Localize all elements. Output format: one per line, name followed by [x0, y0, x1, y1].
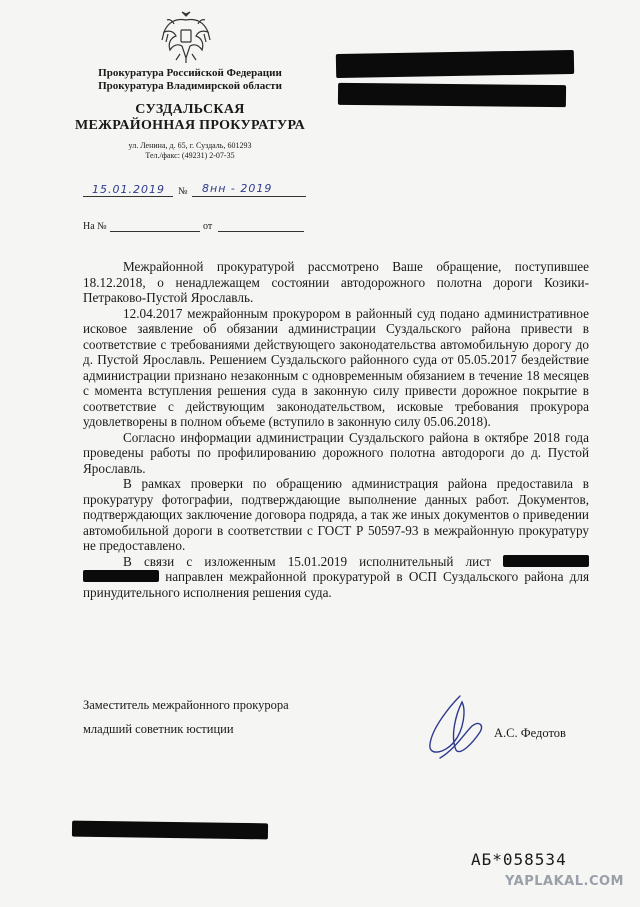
reference-date-label: от — [203, 221, 213, 232]
office-phone: Тел./факс: (49231) 2-07-35 — [145, 151, 235, 160]
document-serial-number: АБ*058534 — [471, 850, 567, 869]
header-line-prosecutor-rf: Прокуратура Российской Федерации — [98, 67, 282, 79]
paragraph-5-part1: В связи с изложенным 15.01.2019 исполнительный лист — [123, 553, 491, 569]
outgoing-date: 15.01.2019 — [92, 183, 165, 196]
number-sign: № — [178, 186, 188, 197]
office-title-line1: СУЗДАЛЬСКАЯ — [135, 102, 245, 117]
redacted-recipient-line2 — [338, 83, 566, 107]
paragraph-4: В рамках проверки по обращению администрация района предоставила в прокуратуру фотографии, подтверждающие выполнение данных работ. Документов, подтверждающих заключение договора подряда, а так же иных документов о приведении автомобильной дороги в соответствии с ГОСТ Р 50597-93 в межрайонную прокуратуру не предоставлено. — [83, 476, 589, 553]
watermark: YAPLAKAL.COM — [505, 874, 624, 889]
double-headed-eagle-emblem — [160, 10, 212, 64]
redacted-recipient-line1 — [336, 50, 574, 78]
paragraph-3: Согласно информации администрации Суздальского района в октябре 2018 года проведены работы по профилированию дорожного полотна автодороги до д. Пустой Ярославль. — [83, 429, 589, 476]
office-title-line2: МЕЖРАЙОННАЯ ПРОКУРАТУРА — [75, 118, 305, 133]
signer-name: А.С. Федотов — [494, 726, 566, 740]
reference-date-line — [218, 231, 304, 232]
signer-position-line2: младший советник юстиции — [83, 722, 234, 736]
paragraph-5 — [83, 554, 589, 601]
redacted-writ-number-cont — [83, 570, 159, 582]
office-address: ул. Ленина, д. 65, г. Суздаль, 601293 — [128, 141, 252, 150]
outgoing-number: 8нн - 2019 — [202, 182, 273, 195]
paragraph-5-part2: направлен межрайонной прокуратурой в ОСП Суздальского района для принудительного исполнения решения суда. — [83, 569, 590, 600]
signer-position-line1: Заместитель межрайонного прокурора — [83, 698, 289, 712]
redacted-writ-number — [503, 555, 589, 567]
reference-number-label: На № — [83, 221, 107, 232]
paragraph-2: 12.04.2017 межрайонным прокурором в районный суд подано административное исковое заявление об обязании администрации Суздальского района привести в соответствие с требованиями действующего законодательства автомобильную дорогу до д. Пустой Ярославль. Решением Суздальского районного суда от 05.05.2017 бездействие администрации признано незаконным с одновременным обязанием в течение 18 месяцев с момента вступления решения суда в законную силу привести дорожное покрытие в соответствие с действующим законодательством, исковые требования прокурора удовлетворены в полном объеме (вступило в законную силу 05.06.2018). — [83, 305, 589, 429]
letter-body — [83, 259, 589, 600]
date-underline — [83, 196, 173, 197]
paragraph-1: Межрайонной прокуратурой рассмотрено Ваше обращение, поступившее 18.12.2018, о ненадлежащем состоянии автодорожного полотна дороги Козики-Петраково-Пустой Ярославль. — [83, 259, 589, 305]
reference-number-line — [110, 231, 200, 232]
number-underline — [192, 196, 306, 197]
handwritten-signature — [410, 692, 500, 762]
header-line-regional: Прокуратура Владимирской области — [98, 80, 282, 92]
redacted-executor-line — [72, 821, 268, 840]
